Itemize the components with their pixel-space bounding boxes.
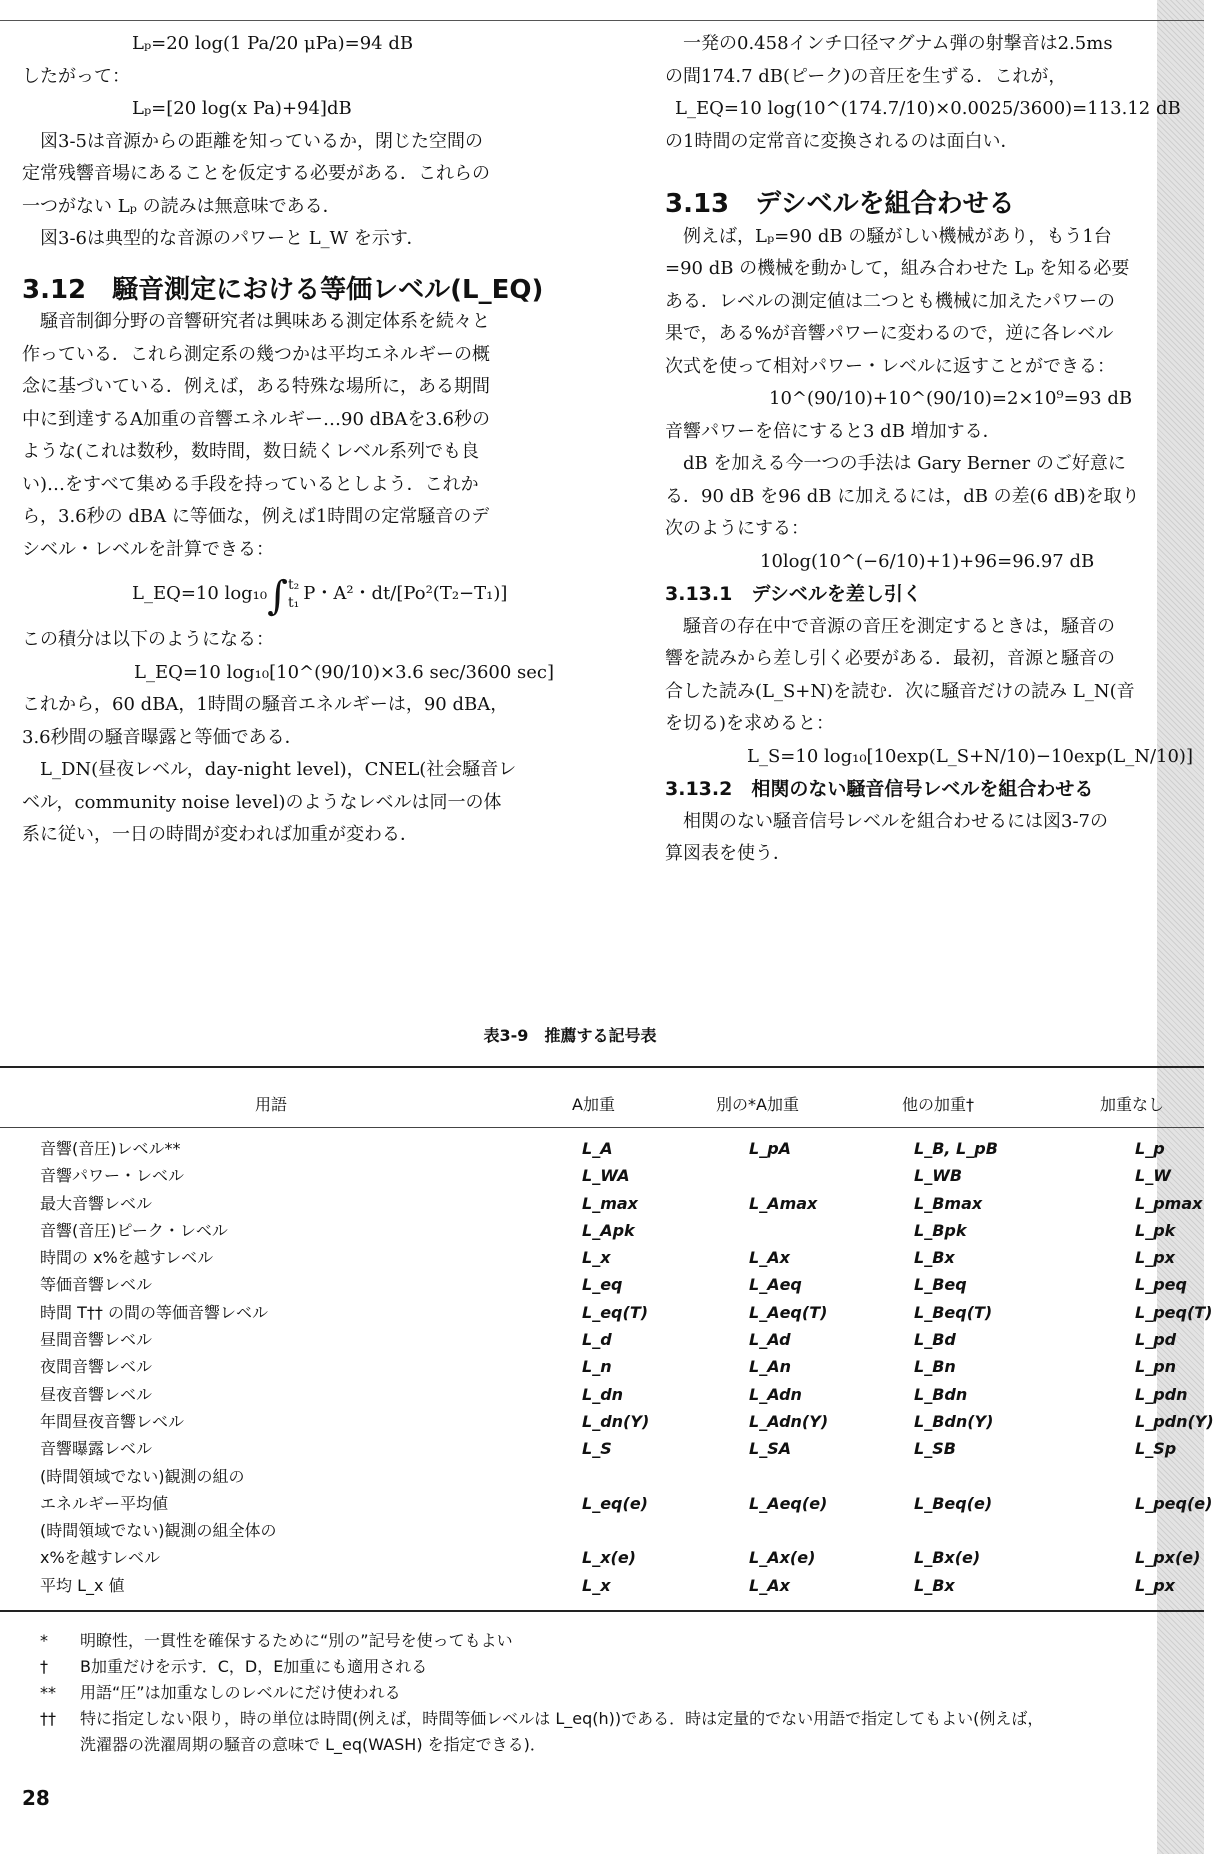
cell-term: 昼間音響レベル [40,1330,153,1350]
cell-a-weighted: L_x [582,1248,611,1268]
cell-unweighted: L_pk [1135,1220,1176,1240]
paragraph-line: シベル・レベルを計算できる： [22,538,274,560]
cell-other-weighting: L_SB [914,1439,956,1459]
lower-limit: t₁ [287,595,300,611]
header-term: 用語 [255,1095,288,1114]
paragraph-line: =90 dB の機械を動かして，組み合わせた Lₚ を知る必要 [665,258,1130,279]
cell-alt-a-weighted: L_Aeq(T) [749,1302,828,1322]
cell-other-weighting: L_WB [914,1166,963,1186]
cell-term: 音響(音圧)ピーク・レベル [40,1220,228,1240]
footnote-text: 特に指定しない限り，時の単位は時間(例えば，時間等価レベルは L_eq(h))である．時は定量的でない用語で指定してもよい(例えば， [80,1709,1044,1728]
footnote-text: 用語“圧”は加重なしのレベルにだけ使われる [80,1683,401,1702]
paragraph: この積分は以下のようになる： [22,629,274,650]
cell-other-weighting: L_Bd [914,1330,956,1350]
section-heading-3-12: 3.12 騒音測定における等価レベル(L_EQ) [22,274,544,305]
paragraph-line: 定常残響音場にあることを仮定する必要がある．これらの [22,163,490,184]
paragraph-line: 中に到達するA加重の音響エネルギー…90 dBAを3.6秒の [22,408,490,430]
formula-leq-gunshot: L_EQ=10 log(10^(174.7/10)×0.0025/3600)=113.12 dB [675,98,1181,119]
table-bottom-rule [0,1610,1204,1612]
paragraph: の1時間の定常音に変換されるのは面白い． [665,130,1019,152]
paragraph-line: 次式を使って相対パワー・レベルに返すことができる： [665,355,1115,377]
paragraph-line: を切る)を求めると： [665,713,835,734]
footnote-mark: ** [40,1683,56,1702]
header-alt-a-weighted: 別の*A加重 [716,1095,799,1114]
cell-unweighted: L_peq(e) [1135,1493,1213,1513]
footnote-text: B加重だけを示す．C，D，E加重にも適用される [80,1657,428,1676]
cell-term: (時間領域でない)観測の組の [40,1466,245,1486]
cell-a-weighted: L_x [582,1575,611,1595]
table-row [0,1517,1204,1544]
paragraph-line: の間174.7 dB(ピーク)の音圧を生ずる．これが， [665,65,1067,87]
paragraph: 音響パワーを倍にすると3 dB 増加する． [665,420,1001,442]
cell-other-weighting: L_Bn [914,1357,956,1377]
cell-alt-a-weighted: L_Ax [749,1575,790,1595]
page-number: 28 [22,1786,50,1810]
formula-leq-integral [22,566,600,624]
paragraph-line: 作っている．これら測定系の幾つかは平均エネルギーの概 [22,343,490,365]
footnote [40,1680,1190,1706]
cell-term: 時間の x%を越すレベル [40,1248,214,1268]
cell-other-weighting: L_Bx [914,1575,955,1595]
footnote-text: 明瞭性，一貫性を確保するために“別の”記号を使ってもよい [80,1631,513,1650]
table-row [0,1244,1204,1271]
cell-a-weighted: L_A [582,1139,613,1158]
cell-alt-a-weighted: L_Adn [749,1384,802,1404]
formula-db-add: 10log(10^(−6/10)+1)+96=96.97 dB [760,550,1095,572]
cell-unweighted: L_pn [1135,1357,1177,1377]
cell-a-weighted: L_Apk [582,1220,635,1240]
cell-term: x%を越すレベル [40,1548,161,1568]
table-row [0,1544,1204,1571]
paragraph-line: 算図表を使う． [665,843,791,864]
paragraph-line: ような(これは数秒，数時間，数日続くレベル系列でも良 [22,441,480,462]
table-row [0,1353,1204,1380]
paragraph-line: L_DN(昼夜レベル，day-night level)，CNEL(社会騒音レ [40,759,517,780]
paragraph-line: 念に基づいている．例えば，ある特殊な場所に，ある期間 [22,376,490,397]
cell-term: 音響パワー・レベル [40,1166,185,1186]
paragraph-line: る．90 dB を96 dB に加えるには，dB の差(6 dB)を取り [665,485,1140,507]
formula-leq-result: L_EQ=10 log₁₀[10^(90/10)×3.6 sec/3600 sec] [134,661,555,683]
paragraph-line: 一つがない Lₚ の読みは無意味である． [22,195,341,217]
cell-alt-a-weighted: L_Ax(e) [749,1548,816,1568]
paragraph-line: 騒音制御分野の音響研究者は興味ある測定体系を続々と [40,311,490,332]
formula-power-sum: 10^(90/10)+10^(90/10)=2×10⁹=93 dB [769,388,1133,409]
cell-a-weighted: L_dn(Y) [582,1411,650,1431]
cell-term: (時間領域でない)観測の組全体の [40,1521,277,1541]
table-top-rule [0,1066,1204,1068]
formula-lp-general: Lₚ=[20 log(x Pa)+94]dB [132,98,352,119]
paragraph-line: 合した読み(L_S+N)を読む．次に騒音だけの読み L_N(音 [665,680,1135,702]
paragraph-line: 響を読みから差し引く必要がある．最初，音源と騒音の [665,648,1115,669]
cell-unweighted: L_px [1135,1575,1175,1595]
paragraph-line: ある．レベルの測定値は二つとも機械に加えたパワーの [665,290,1115,312]
cell-other-weighting: L_Beq(e) [914,1493,993,1513]
cell-term: 等価音響レベル [40,1275,153,1295]
cell-term: 平均 L_x 値 [40,1575,125,1595]
cell-unweighted: L_pdn [1135,1384,1188,1404]
header-a-weighted: A加重 [572,1095,615,1114]
cell-unweighted: L_Sp [1135,1439,1177,1459]
table-header-rule [0,1127,1204,1128]
table-row [0,1271,1204,1298]
table-row [0,1217,1204,1244]
table-row [0,1435,1204,1462]
table-body [0,1135,1214,1599]
footnote-mark: † [40,1657,48,1676]
paragraph-line: 次のようにする： [665,518,809,539]
cell-other-weighting: L_Bpk [914,1220,967,1240]
footnote-text: 洗濯器の洗濯周期の騒音の意味で L_eq(WASH) を指定できる)． [80,1735,546,1754]
table-title: 表3-9 推薦する記号表 [483,1026,657,1045]
cell-unweighted: L_peq(T) [1135,1302,1213,1322]
table-row [0,1190,1204,1217]
footnote-mark: * [40,1631,48,1650]
cell-a-weighted: L_n [582,1357,612,1377]
formula-lp-reference: Lₚ=20 log(1 Pa/20 μPa)=94 dB [132,33,414,54]
paragraph-line: dB を加える今一つの手法は Gary Berner のご好意に [683,453,1126,474]
cell-a-weighted: L_max [582,1193,638,1213]
cell-a-weighted: L_eq(e) [582,1493,648,1513]
cell-other-weighting: L_Bmax [914,1193,983,1213]
subsection-heading-3-13-1: 3.13.1 デシベルを差し引く [665,583,922,605]
cell-unweighted: L_peq [1135,1275,1187,1295]
cell-a-weighted: L_eq [582,1275,623,1295]
header-unweighted: 加重なし [1100,1095,1165,1114]
cell-alt-a-weighted: L_Aeq [749,1275,802,1295]
upper-limit: t₂ [287,577,300,593]
paragraph-line: 騒音の存在中で音源の音圧を測定するときは，騒音の [683,615,1115,637]
table-row [0,1408,1214,1435]
paragraph-line: 図3-5は音源からの距離を知っているか，閉じた空間の [40,130,483,152]
cell-a-weighted: L_S [582,1439,612,1459]
cell-unweighted: L_pmax [1135,1193,1203,1213]
cell-other-weighting: L_B, L_pB [914,1139,998,1158]
table-footnotes [40,1628,1190,1758]
footnote [40,1732,1190,1758]
footnote-mark: †† [40,1709,56,1728]
cell-term: 音響(音圧)レベル** [40,1139,181,1158]
cell-term: エネルギー平均値 [40,1493,169,1513]
cell-a-weighted: L_dn [582,1384,624,1404]
integral-sign: ∫ [267,573,288,619]
table-row [0,1572,1204,1599]
cell-unweighted: L_px [1135,1248,1175,1268]
cell-alt-a-weighted: L_Aeq(e) [749,1493,828,1513]
paragraph-line: ベル，community noise level)のようなレベルは同一の体 [22,791,502,813]
cell-unweighted: L_px(e) [1135,1548,1201,1568]
paragraph: したがって： [22,65,130,87]
cell-a-weighted: L_WA [582,1166,630,1186]
cell-other-weighting: L_Beq [914,1275,967,1295]
table-row [0,1490,1213,1517]
cell-unweighted: L_pd [1135,1330,1177,1350]
cell-other-weighting: L_Beq(T) [914,1302,993,1322]
table-row [0,1162,1204,1189]
cell-term: 昼夜音響レベル [40,1384,153,1404]
cell-term: 音響曝露レベル [40,1439,153,1459]
paragraph-line: 一発の0.458インチ口径マグナム弾の射撃音は2.5ms [683,33,1113,54]
paragraph-line: 3.6秒間の騒音曝露と等価である． [22,726,303,748]
table-row [0,1463,1204,1490]
cell-alt-a-weighted: L_Ad [749,1330,791,1350]
cell-term: 最大音響レベル [40,1193,153,1213]
formula-part: P・A²・dt/[Po²(T₂−T₁)] [303,583,508,604]
section-heading-3-13: 3.13 デシベルを組合わせる [665,189,1015,219]
cell-alt-a-weighted: L_Ax [749,1248,790,1268]
cell-alt-a-weighted: L_An [749,1357,791,1377]
cell-other-weighting: L_Bx(e) [914,1548,981,1568]
cell-term: 時間 T†† の間の等価音響レベル [40,1302,268,1322]
cell-a-weighted: L_d [582,1330,612,1350]
table-row [0,1135,1204,1162]
footnote [40,1706,1190,1732]
cell-alt-a-weighted: L_SA [749,1439,792,1459]
cell-a-weighted: L_eq(T) [582,1302,649,1322]
table-row [0,1299,1213,1326]
paragraph-line: 相関のない騒音信号レベルを組合わせるには図3-7の [683,810,1108,832]
cell-unweighted: L_p [1135,1139,1165,1158]
cell-unweighted: L_pdn(Y) [1135,1411,1214,1431]
top-rule [0,20,1204,21]
paragraph-line: い)…をすべて集める手段を持っているとしよう．これか [22,473,479,495]
cell-a-weighted: L_x(e) [582,1548,636,1568]
paragraph-line: 系に従い，一日の時間が変われば加重が変わる． [22,824,418,845]
cell-term: 年間昼夜音響レベル [40,1411,185,1431]
cell-alt-a-weighted: L_Amax [749,1193,818,1213]
paragraph: 図3-6は典型的な音源のパワーと L_W を示す． [40,228,425,249]
paragraph-line: ら，3.6秒の dBA に等価な，例えば1時間の定常騒音のデ [22,506,490,527]
formula-part: L_EQ=10 log₁₀ [132,583,268,604]
cell-term: 夜間音響レベル [40,1357,153,1377]
cell-other-weighting: L_Bdn(Y) [914,1411,994,1431]
table-row [0,1326,1204,1353]
cell-other-weighting: L_Bx [914,1248,955,1268]
paragraph-line: 果で，ある%が音響パワーに変わるので，逆に各レベル [665,323,1114,344]
paragraph-line: 例えば，Lₚ=90 dB の騒がしい機械があり，もう1台 [683,225,1112,247]
table-row [0,1381,1204,1408]
paragraph-line: これから，60 dBA，1時間の騒音エネルギーは，90 dBA， [22,694,509,715]
cell-alt-a-weighted: L_Adn(Y) [749,1411,829,1431]
right-column [665,28,1210,871]
footnote [40,1654,1190,1680]
cell-alt-a-weighted: L_pA [749,1139,792,1158]
cell-other-weighting: L_Bdn [914,1384,968,1404]
subsection-heading-3-13-2: 3.13.2 相関のない騒音信号レベルを組合わせる [665,778,1094,800]
header-other-weighting: 他の加重† [902,1095,975,1114]
formula-db-subtract: L_S=10 log₁₀[10exp(L_S+N/10)−10exp(L_N/10)] [747,745,1193,767]
cell-unweighted: L_W [1135,1166,1171,1186]
footnote [40,1628,1190,1654]
left-column [22,28,600,852]
